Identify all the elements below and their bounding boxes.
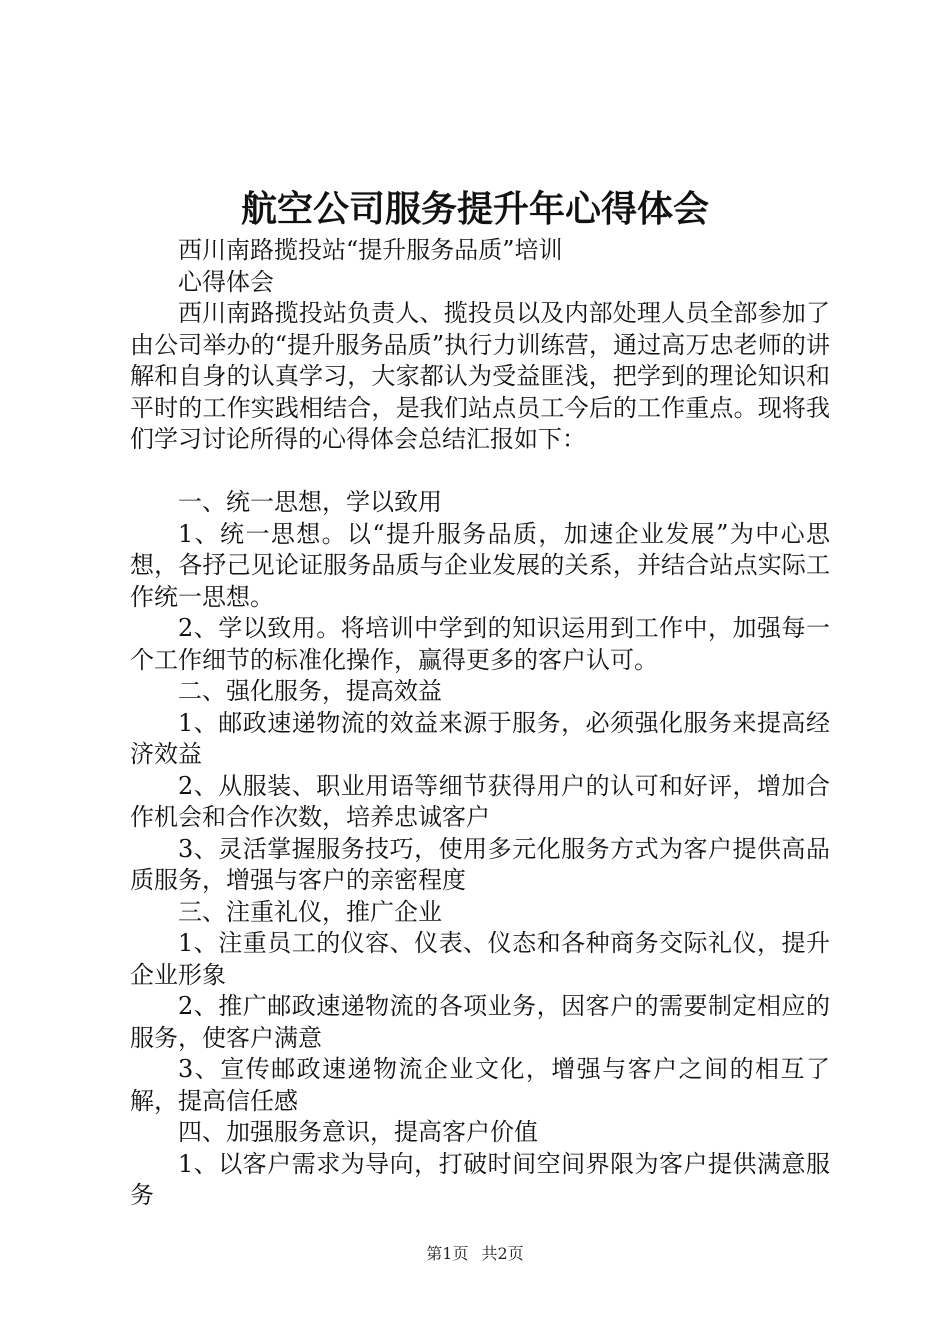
page-footer (0, 1242, 950, 1266)
section-heading-1: 一、统一思想，学以致用 (178, 488, 442, 516)
section-3-item-2: 2、推广邮政速递物流的各项业务，因客户的需要制定相应的服务，使客户满意 (130, 992, 830, 1052)
section-2-item-1: 1、邮政速递物流的效益来源于服务，必须强化服务来提高经济效益 (130, 708, 830, 768)
section-3-item-3: 3、宣传邮政速递物流企业文化，增强与客户之间的相互了解，提高信任感 (130, 1055, 830, 1115)
section-4-item-1: 1、以客户需求为导向，打破时间空间界限为客户提供满意服务 (130, 1149, 830, 1209)
section-heading-4: 四、加强服务意识，提高客户价值 (178, 1118, 538, 1146)
section-2-item-2: 2、从服装、职业用语等细节获得用户的认可和好评，增加合作机会和合作次数，培养忠诚客户 (130, 771, 830, 831)
section-heading-3: 三、注重礼仪，推广企业 (178, 897, 442, 926)
subtitle-line-1: 西川南路揽投站“提升服务品质”培训 (178, 236, 563, 264)
page-total: 共2页 (481, 1244, 524, 1263)
section-2-item-3: 3、灵活掌握服务技巧，使用多元化服务方式为客户提供高品质服务，增强与客户的亲密程度 (130, 834, 830, 894)
document-body (130, 235, 830, 1212)
section-1-item-2: 2、学以致用。将培训中学到的知识运用到工作中，加强每一个工作细节的标准化操作，赢得更多的客户认可。 (130, 614, 830, 674)
blank-line (130, 456, 830, 488)
section-3-item-1: 1、注重员工的仪容、仪表、仪态和各种商务交际礼仪，提升企业形象 (130, 929, 830, 989)
page-number: 第1页 (426, 1244, 469, 1263)
section-1-item-1: 1、统一思想。以“提升服务品质，加速企业发展”为中心思想，各抒己见论证服务品质与企业发展的关系，并结合站点实际工作统一思想。 (130, 519, 830, 611)
document-title: 航空公司服务提升年心得体会 (240, 188, 709, 230)
section-heading-2: 二、强化服务，提高效益 (178, 677, 442, 705)
subtitle-line-2: 心得体会 (178, 267, 274, 296)
intro-paragraph: 西川南路揽投站负责人、揽投员以及内部处理人员全部参加了由公司举办的“提升服务品质”执行力训练营，通过高万忠老师的讲解和自身的认真学习，大家都认为受益匪浅，把学到的理论知识和平时的工作实践相结合，是我们站点员工今后的工作重点。现将我们学习讨论所得的心得体会总结汇报如下： (130, 299, 830, 453)
